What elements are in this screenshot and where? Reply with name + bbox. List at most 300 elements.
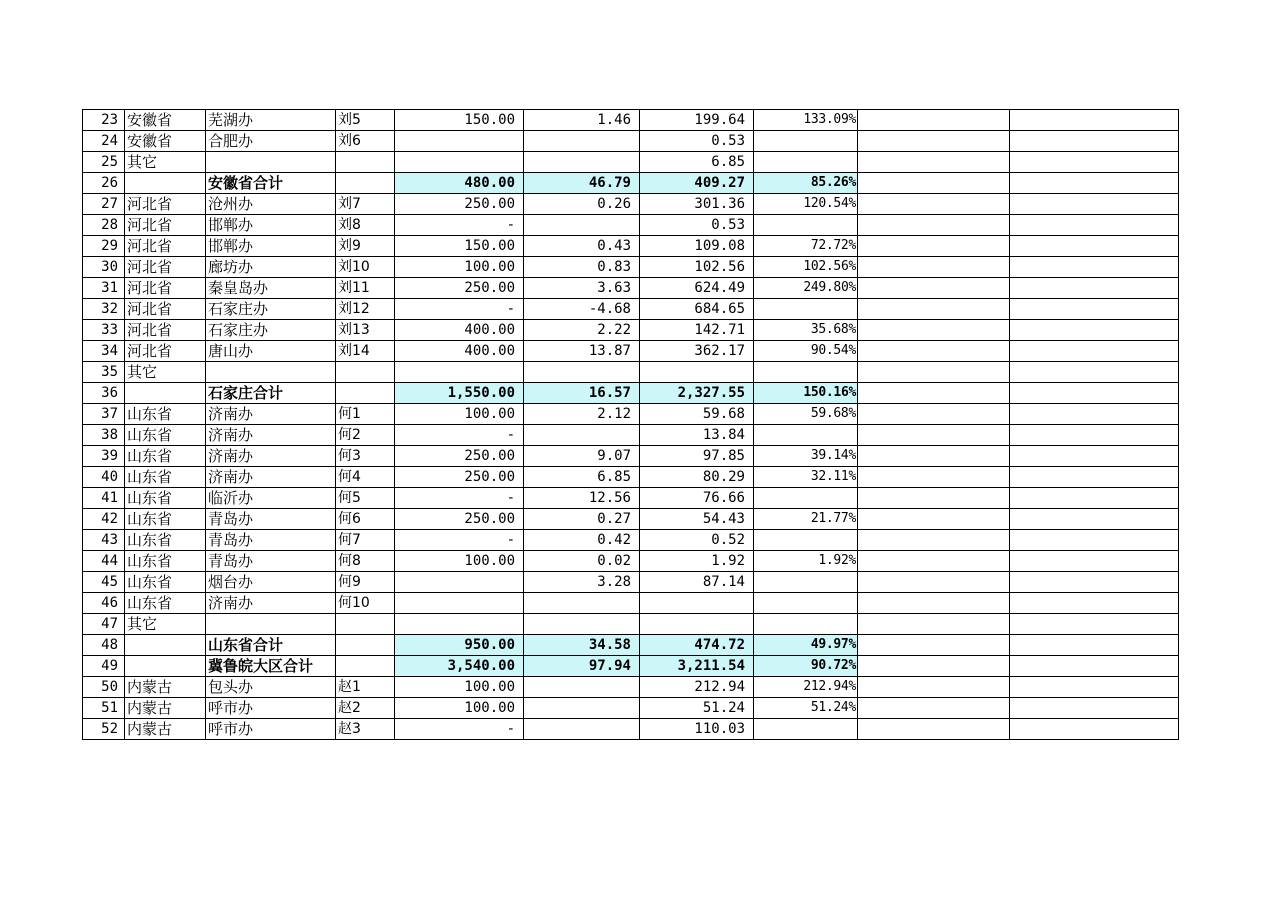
- person-cell: 何4: [336, 467, 395, 488]
- office-cell: 廊坊办: [206, 257, 336, 278]
- table-row: [83, 719, 1179, 740]
- row-number-cell: 42: [83, 509, 125, 530]
- table-row: [83, 341, 1179, 362]
- office-cell: 青岛办: [206, 551, 336, 572]
- empty-cell: [1010, 110, 1179, 131]
- target-cell: 250.00: [395, 446, 524, 467]
- province-cell: 河北省: [125, 278, 206, 299]
- office-cell: 石家庄合计: [206, 383, 336, 404]
- sales-cell: 624.49: [640, 278, 754, 299]
- row-number-cell: 46: [83, 593, 125, 614]
- person-cell: [336, 635, 395, 656]
- row-number-cell: 47: [83, 614, 125, 635]
- sales-cell: 110.03: [640, 719, 754, 740]
- office-cell: 呼市办: [206, 719, 336, 740]
- table-row: [83, 320, 1179, 341]
- target-cell: 100.00: [395, 698, 524, 719]
- office-cell: 临沂办: [206, 488, 336, 509]
- person-cell: 赵2: [336, 698, 395, 719]
- sales-cell: 59.68: [640, 404, 754, 425]
- empty-cell: [1010, 152, 1179, 173]
- table-row: [83, 194, 1179, 215]
- person-cell: 何1: [336, 404, 395, 425]
- amount-cell: 6.85: [524, 467, 640, 488]
- empty-cell: [858, 341, 1010, 362]
- empty-cell: [858, 509, 1010, 530]
- empty-cell: [1010, 467, 1179, 488]
- person-cell: [336, 362, 395, 383]
- office-cell: 石家庄办: [206, 320, 336, 341]
- office-cell: 山东省合计: [206, 635, 336, 656]
- target-cell: 250.00: [395, 509, 524, 530]
- target-cell: 150.00: [395, 110, 524, 131]
- table-row: [83, 614, 1179, 635]
- row-number-cell: 25: [83, 152, 125, 173]
- table-row: [83, 488, 1179, 509]
- row-number-cell: 35: [83, 362, 125, 383]
- empty-cell: [858, 656, 1010, 677]
- row-number-cell: 44: [83, 551, 125, 572]
- row-number-cell: 28: [83, 215, 125, 236]
- sales-cell: 80.29: [640, 467, 754, 488]
- office-cell: 济南办: [206, 467, 336, 488]
- empty-cell: [1010, 656, 1179, 677]
- empty-cell: [1010, 131, 1179, 152]
- office-cell: [206, 152, 336, 173]
- empty-cell: [1010, 509, 1179, 530]
- completion-rate-cell: [754, 362, 858, 383]
- row-number-cell: 37: [83, 404, 125, 425]
- empty-cell: [1010, 677, 1179, 698]
- completion-rate-cell: 90.54%: [754, 341, 858, 362]
- table-row: [83, 551, 1179, 572]
- completion-rate-cell: 85.26%: [754, 173, 858, 194]
- completion-rate-cell: [754, 215, 858, 236]
- office-cell: 青岛办: [206, 509, 336, 530]
- province-cell: 山东省: [125, 551, 206, 572]
- province-cell: 河北省: [125, 320, 206, 341]
- empty-cell: [1010, 425, 1179, 446]
- sales-cell: 362.17: [640, 341, 754, 362]
- province-cell: 山东省: [125, 572, 206, 593]
- empty-cell: [1010, 635, 1179, 656]
- province-cell: 河北省: [125, 341, 206, 362]
- empty-cell: [858, 698, 1010, 719]
- completion-rate-cell: 21.77%: [754, 509, 858, 530]
- amount-cell: [524, 614, 640, 635]
- person-cell: [336, 383, 395, 404]
- empty-cell: [858, 467, 1010, 488]
- table-row: [83, 530, 1179, 551]
- amount-cell: 12.56: [524, 488, 640, 509]
- empty-cell: [1010, 530, 1179, 551]
- empty-cell: [858, 488, 1010, 509]
- completion-rate-cell: [754, 614, 858, 635]
- empty-cell: [858, 635, 1010, 656]
- office-cell: 秦皇岛办: [206, 278, 336, 299]
- completion-rate-cell: 1.92%: [754, 551, 858, 572]
- empty-cell: [858, 362, 1010, 383]
- amount-cell: [524, 698, 640, 719]
- completion-rate-cell: 102.56%: [754, 257, 858, 278]
- empty-cell: [858, 257, 1010, 278]
- sales-cell: 1.92: [640, 551, 754, 572]
- empty-cell: [1010, 215, 1179, 236]
- completion-rate-cell: [754, 425, 858, 446]
- empty-cell: [1010, 404, 1179, 425]
- empty-cell: [1010, 614, 1179, 635]
- empty-cell: [858, 215, 1010, 236]
- target-cell: [395, 152, 524, 173]
- empty-cell: [858, 236, 1010, 257]
- spreadsheet-body: [83, 110, 1179, 740]
- province-cell: [125, 383, 206, 404]
- amount-cell: [524, 131, 640, 152]
- province-cell: 山东省: [125, 509, 206, 530]
- table-row: [83, 593, 1179, 614]
- sales-cell: 102.56: [640, 257, 754, 278]
- table-row: [83, 509, 1179, 530]
- amount-cell: [524, 593, 640, 614]
- row-number-cell: 24: [83, 131, 125, 152]
- sales-cell: 142.71: [640, 320, 754, 341]
- person-cell: 刘7: [336, 194, 395, 215]
- sales-cell: 51.24: [640, 698, 754, 719]
- row-number-cell: 52: [83, 719, 125, 740]
- empty-cell: [1010, 719, 1179, 740]
- office-cell: 芜湖办: [206, 110, 336, 131]
- completion-rate-cell: 32.11%: [754, 467, 858, 488]
- sales-cell: 301.36: [640, 194, 754, 215]
- sales-cell: 13.84: [640, 425, 754, 446]
- amount-cell: [524, 215, 640, 236]
- sales-cell: [640, 362, 754, 383]
- empty-cell: [1010, 173, 1179, 194]
- row-number-cell: 38: [83, 425, 125, 446]
- row-number-cell: 51: [83, 698, 125, 719]
- person-cell: 何3: [336, 446, 395, 467]
- amount-cell: 3.63: [524, 278, 640, 299]
- target-cell: 950.00: [395, 635, 524, 656]
- target-cell: [395, 572, 524, 593]
- person-cell: 刘6: [336, 131, 395, 152]
- empty-cell: [858, 131, 1010, 152]
- office-cell: 包头办: [206, 677, 336, 698]
- office-cell: 合肥办: [206, 131, 336, 152]
- completion-rate-cell: [754, 530, 858, 551]
- amount-cell: -4.68: [524, 299, 640, 320]
- subtotal-row: [83, 656, 1179, 677]
- subtotal-row: [83, 173, 1179, 194]
- person-cell: 刘10: [336, 257, 395, 278]
- person-cell: [336, 656, 395, 677]
- empty-cell: [1010, 299, 1179, 320]
- empty-cell: [1010, 488, 1179, 509]
- subtotal-row: [83, 635, 1179, 656]
- sales-cell: 109.08: [640, 236, 754, 257]
- row-number-cell: 23: [83, 110, 125, 131]
- amount-cell: 16.57: [524, 383, 640, 404]
- target-cell: 3,540.00: [395, 656, 524, 677]
- office-cell: [206, 362, 336, 383]
- empty-cell: [858, 299, 1010, 320]
- amount-cell: 0.27: [524, 509, 640, 530]
- office-cell: 济南办: [206, 425, 336, 446]
- amount-cell: 34.58: [524, 635, 640, 656]
- office-cell: 济南办: [206, 404, 336, 425]
- table-row: [83, 362, 1179, 383]
- province-cell: 其它: [125, 614, 206, 635]
- office-cell: 邯郸办: [206, 236, 336, 257]
- person-cell: 刘14: [336, 341, 395, 362]
- table-row: [83, 257, 1179, 278]
- province-cell: 内蒙古: [125, 698, 206, 719]
- office-cell: 冀鲁皖大区合计: [206, 656, 336, 677]
- amount-cell: 0.42: [524, 530, 640, 551]
- empty-cell: [1010, 446, 1179, 467]
- target-cell: 250.00: [395, 278, 524, 299]
- office-cell: 呼市办: [206, 698, 336, 719]
- person-cell: 何9: [336, 572, 395, 593]
- person-cell: 刘8: [336, 215, 395, 236]
- completion-rate-cell: 49.97%: [754, 635, 858, 656]
- province-cell: 其它: [125, 362, 206, 383]
- province-cell: [125, 173, 206, 194]
- empty-cell: [1010, 362, 1179, 383]
- sales-cell: [640, 614, 754, 635]
- completion-rate-cell: 133.09%: [754, 110, 858, 131]
- empty-cell: [1010, 341, 1179, 362]
- office-cell: 安徽省合计: [206, 173, 336, 194]
- amount-cell: 3.28: [524, 572, 640, 593]
- province-cell: 安徽省: [125, 110, 206, 131]
- person-cell: 何2: [336, 425, 395, 446]
- empty-cell: [1010, 698, 1179, 719]
- row-number-cell: 33: [83, 320, 125, 341]
- empty-cell: [858, 404, 1010, 425]
- row-number-cell: 34: [83, 341, 125, 362]
- person-cell: 刘12: [336, 299, 395, 320]
- target-cell: 250.00: [395, 467, 524, 488]
- target-cell: 100.00: [395, 257, 524, 278]
- empty-cell: [858, 383, 1010, 404]
- sales-cell: 3,211.54: [640, 656, 754, 677]
- target-cell: -: [395, 488, 524, 509]
- province-cell: 安徽省: [125, 131, 206, 152]
- empty-cell: [858, 614, 1010, 635]
- empty-cell: [858, 719, 1010, 740]
- sales-cell: 199.64: [640, 110, 754, 131]
- sales-cell: 0.53: [640, 215, 754, 236]
- target-cell: [395, 614, 524, 635]
- sales-cell: 0.52: [640, 530, 754, 551]
- province-cell: 河北省: [125, 194, 206, 215]
- table-row: [83, 215, 1179, 236]
- row-number-cell: 31: [83, 278, 125, 299]
- province-cell: 山东省: [125, 593, 206, 614]
- person-cell: 何6: [336, 509, 395, 530]
- office-cell: 石家庄办: [206, 299, 336, 320]
- empty-cell: [858, 551, 1010, 572]
- amount-cell: 9.07: [524, 446, 640, 467]
- empty-cell: [858, 194, 1010, 215]
- person-cell: 何5: [336, 488, 395, 509]
- empty-cell: [1010, 572, 1179, 593]
- table-row: [83, 446, 1179, 467]
- empty-cell: [858, 278, 1010, 299]
- completion-rate-cell: 59.68%: [754, 404, 858, 425]
- table-row: [83, 572, 1179, 593]
- empty-cell: [1010, 383, 1179, 404]
- sales-cell: 409.27: [640, 173, 754, 194]
- amount-cell: [524, 677, 640, 698]
- completion-rate-cell: 120.54%: [754, 194, 858, 215]
- empty-cell: [858, 530, 1010, 551]
- amount-cell: 1.46: [524, 110, 640, 131]
- target-cell: 250.00: [395, 194, 524, 215]
- table-row: [83, 677, 1179, 698]
- empty-cell: [1010, 593, 1179, 614]
- row-number-cell: 50: [83, 677, 125, 698]
- amount-cell: 0.26: [524, 194, 640, 215]
- empty-cell: [858, 110, 1010, 131]
- target-cell: -: [395, 299, 524, 320]
- office-cell: 邯郸办: [206, 215, 336, 236]
- amount-cell: 0.43: [524, 236, 640, 257]
- completion-rate-cell: 51.24%: [754, 698, 858, 719]
- target-cell: 400.00: [395, 341, 524, 362]
- amount-cell: 0.02: [524, 551, 640, 572]
- target-cell: -: [395, 719, 524, 740]
- row-number-cell: 36: [83, 383, 125, 404]
- person-cell: 何10: [336, 593, 395, 614]
- empty-cell: [858, 425, 1010, 446]
- table-row: [83, 425, 1179, 446]
- row-number-cell: 41: [83, 488, 125, 509]
- empty-cell: [858, 572, 1010, 593]
- province-cell: 内蒙古: [125, 719, 206, 740]
- completion-rate-cell: [754, 488, 858, 509]
- spreadsheet-table: [82, 109, 1179, 740]
- office-cell: 烟台办: [206, 572, 336, 593]
- completion-rate-cell: [754, 299, 858, 320]
- person-cell: 何8: [336, 551, 395, 572]
- empty-cell: [1010, 320, 1179, 341]
- table-row: [83, 278, 1179, 299]
- target-cell: -: [395, 530, 524, 551]
- completion-rate-cell: [754, 152, 858, 173]
- empty-cell: [858, 446, 1010, 467]
- empty-cell: [1010, 236, 1179, 257]
- empty-cell: [1010, 278, 1179, 299]
- province-cell: 山东省: [125, 425, 206, 446]
- province-cell: [125, 656, 206, 677]
- province-cell: 山东省: [125, 530, 206, 551]
- province-cell: 山东省: [125, 488, 206, 509]
- amount-cell: 46.79: [524, 173, 640, 194]
- amount-cell: 2.22: [524, 320, 640, 341]
- person-cell: 刘9: [336, 236, 395, 257]
- row-number-cell: 49: [83, 656, 125, 677]
- target-cell: -: [395, 425, 524, 446]
- row-number-cell: 27: [83, 194, 125, 215]
- province-cell: 内蒙古: [125, 677, 206, 698]
- province-cell: 山东省: [125, 467, 206, 488]
- province-cell: 河北省: [125, 215, 206, 236]
- amount-cell: [524, 362, 640, 383]
- sales-cell: 0.53: [640, 131, 754, 152]
- completion-rate-cell: 90.72%: [754, 656, 858, 677]
- completion-rate-cell: 72.72%: [754, 236, 858, 257]
- person-cell: 刘13: [336, 320, 395, 341]
- completion-rate-cell: 212.94%: [754, 677, 858, 698]
- amount-cell: 97.94: [524, 656, 640, 677]
- target-cell: -: [395, 215, 524, 236]
- amount-cell: 13.87: [524, 341, 640, 362]
- empty-cell: [858, 173, 1010, 194]
- empty-cell: [858, 320, 1010, 341]
- table-row: [83, 236, 1179, 257]
- empty-cell: [1010, 257, 1179, 278]
- person-cell: 刘5: [336, 110, 395, 131]
- province-cell: 河北省: [125, 257, 206, 278]
- empty-cell: [1010, 551, 1179, 572]
- sales-cell: 97.85: [640, 446, 754, 467]
- amount-cell: [524, 425, 640, 446]
- sales-cell: 76.66: [640, 488, 754, 509]
- person-cell: [336, 152, 395, 173]
- row-number-cell: 39: [83, 446, 125, 467]
- person-cell: [336, 173, 395, 194]
- sales-cell: 684.65: [640, 299, 754, 320]
- person-cell: 赵1: [336, 677, 395, 698]
- person-cell: 赵3: [336, 719, 395, 740]
- target-cell: 100.00: [395, 551, 524, 572]
- completion-rate-cell: 249.80%: [754, 278, 858, 299]
- subtotal-row: [83, 383, 1179, 404]
- amount-cell: 2.12: [524, 404, 640, 425]
- empty-cell: [858, 152, 1010, 173]
- completion-rate-cell: [754, 593, 858, 614]
- target-cell: 100.00: [395, 404, 524, 425]
- sales-cell: 2,327.55: [640, 383, 754, 404]
- row-number-cell: 29: [83, 236, 125, 257]
- office-cell: 济南办: [206, 593, 336, 614]
- target-cell: 150.00: [395, 236, 524, 257]
- sales-cell: 474.72: [640, 635, 754, 656]
- completion-rate-cell: 39.14%: [754, 446, 858, 467]
- target-cell: [395, 131, 524, 152]
- target-cell: [395, 362, 524, 383]
- office-cell: [206, 614, 336, 635]
- target-cell: 100.00: [395, 677, 524, 698]
- table-row: [83, 299, 1179, 320]
- completion-rate-cell: [754, 131, 858, 152]
- empty-cell: [858, 677, 1010, 698]
- target-cell: 480.00: [395, 173, 524, 194]
- target-cell: 1,550.00: [395, 383, 524, 404]
- completion-rate-cell: [754, 719, 858, 740]
- completion-rate-cell: [754, 572, 858, 593]
- province-cell: [125, 635, 206, 656]
- province-cell: 河北省: [125, 236, 206, 257]
- amount-cell: 0.83: [524, 257, 640, 278]
- province-cell: 山东省: [125, 446, 206, 467]
- amount-cell: [524, 152, 640, 173]
- row-number-cell: 43: [83, 530, 125, 551]
- person-cell: 何7: [336, 530, 395, 551]
- empty-cell: [1010, 194, 1179, 215]
